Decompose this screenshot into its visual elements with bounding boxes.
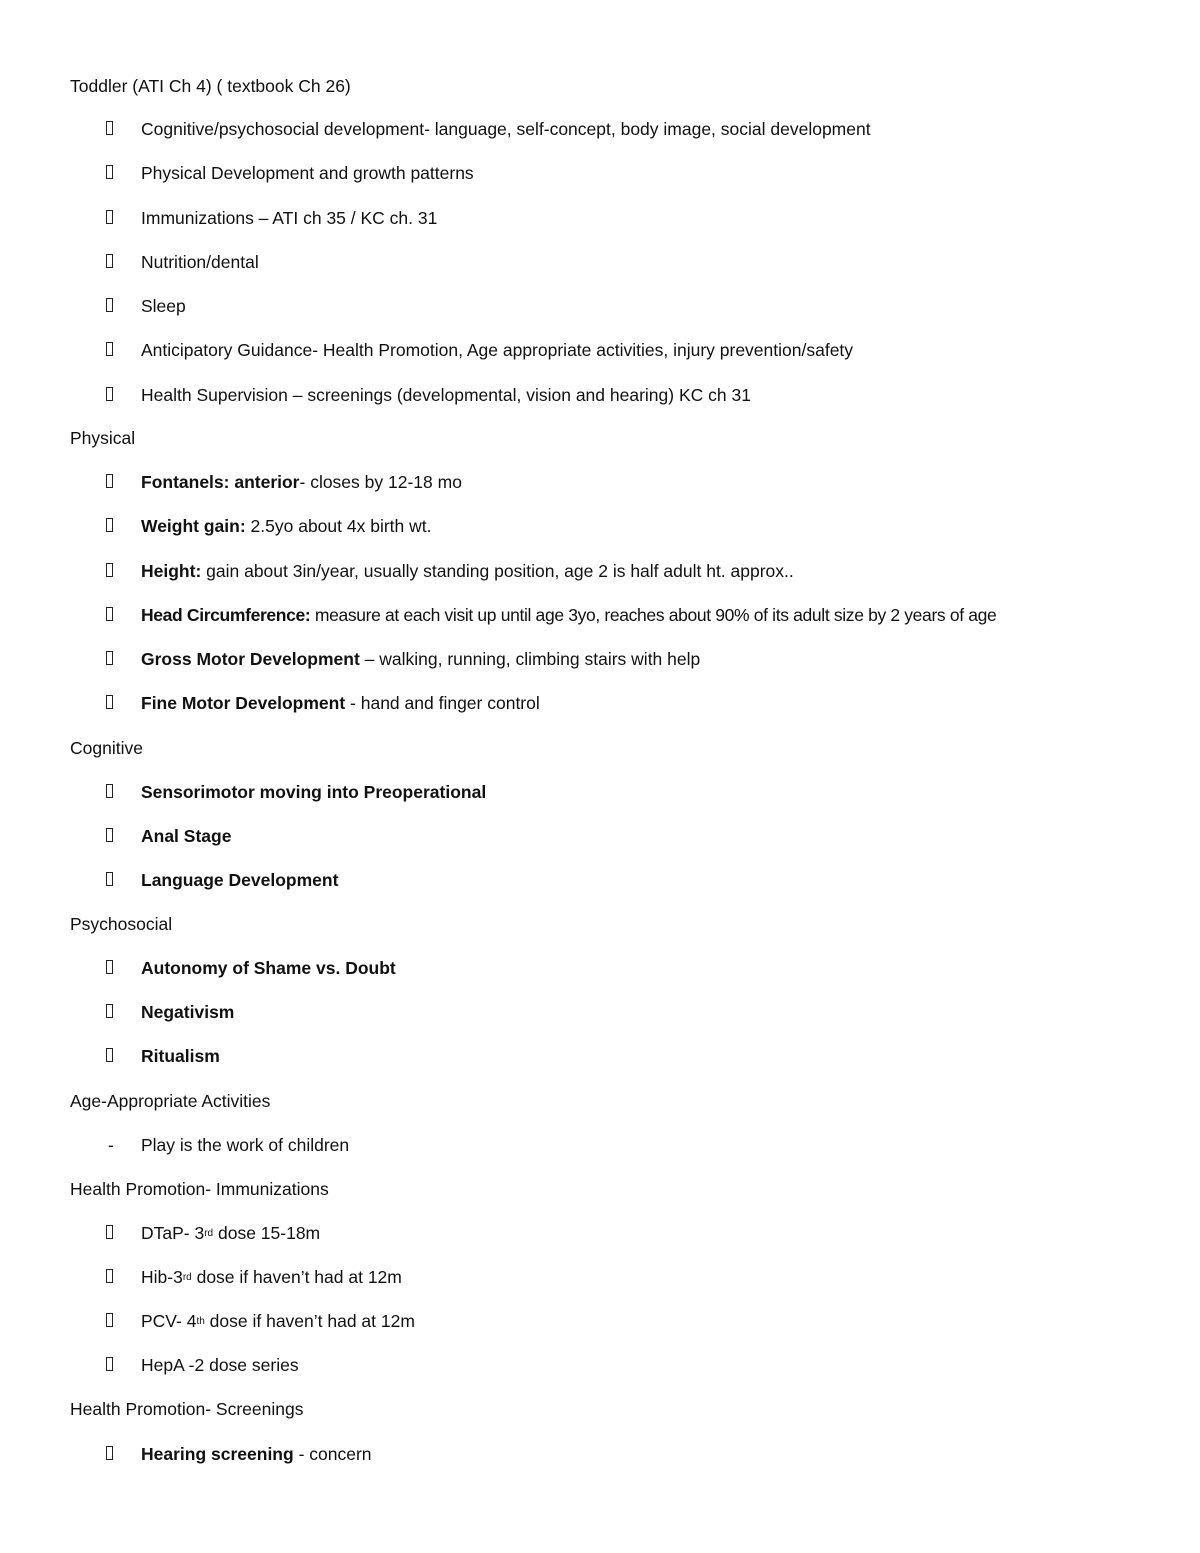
section-heading-cognitive: Cognitive — [70, 738, 143, 758]
bullet-icon — [106, 607, 113, 621]
bullet-icon — [106, 210, 113, 224]
section-heading-activities: Age-Appropriate Activities — [70, 1091, 271, 1111]
bullet-icon — [106, 872, 113, 886]
bullet-icon — [106, 1313, 113, 1327]
bullet-icon — [106, 828, 113, 842]
bullet-icon — [106, 121, 113, 135]
document-page: Toddler (ATI Ch 4) ( textbook Ch 26) Cognitive/psychosocial development- language, self-concept, body image, social development Physical Development and growth patterns Immunizations – ATI ch 35 / KC ch. 31 Nutrition/dental Sleep Anticipatory Guidance- Health Promotion, Age appropriate activities, injury prevention/safety Health Supervision – screenings (developmental, vision and hearing) KC ch 31 Physical Fontanels: anterior- closes by 12-18 mo Weight gain: 2.5yo about 4x birth wt. Height: gain about 3in/year, usually standing position, age 2 is half adult ht. approx.. Head Circumference: measure at each visit up until age 3yo, reaches about 90% of its adult size by 2 years of age Gross Motor Development – walking, running, climbing stairs with help Fine Motor Development - hand and finger control Cognitive Sensorimotor moving into Preoperational Anal Stage Language Development Psychosocial Autonomy of Shame vs. Doubt Negativism Ritualism Age-Appropriate Activities - Play is the work of children Health Promotion- Immunizations DTaP- 3rd dose 15-18m Hib-3rd dose if haven’t had at 12m PCV- 4th dose if haven’t had at 12m HepA -2 dose series Health Promotion- Screenings Hearing screening - concern — [70, 76, 997, 1464]
bullet-icon — [106, 784, 113, 798]
bullet-icon — [106, 960, 113, 974]
document-title: Toddler (ATI Ch 4) ( textbook Ch 26) — [70, 76, 351, 96]
dash-bullet: - — [108, 1135, 114, 1155]
bullet-icon — [106, 1357, 113, 1371]
bullet-icon — [106, 563, 113, 577]
bullet-icon — [106, 1446, 113, 1460]
section-heading-screenings: Health Promotion- Screenings — [70, 1399, 304, 1419]
bullet-icon — [106, 1269, 113, 1283]
bullet-icon — [106, 1225, 113, 1239]
section-heading-psychosocial: Psychosocial — [70, 914, 173, 934]
bullet-icon — [106, 695, 113, 709]
bullet-icon — [106, 387, 113, 401]
bullet-icon — [106, 254, 113, 268]
bullet-icon — [106, 474, 113, 488]
bullet-icon — [106, 518, 113, 532]
bullet-icon — [106, 1048, 113, 1062]
section-heading-immunizations: Health Promotion- Immunizations — [70, 1179, 329, 1199]
bullet-icon — [106, 165, 113, 179]
section-heading-physical: Physical — [70, 428, 136, 448]
bullet-icon — [106, 342, 113, 356]
bullet-icon — [106, 651, 113, 665]
bullet-icon — [106, 1004, 113, 1018]
bullet-icon — [106, 298, 113, 312]
